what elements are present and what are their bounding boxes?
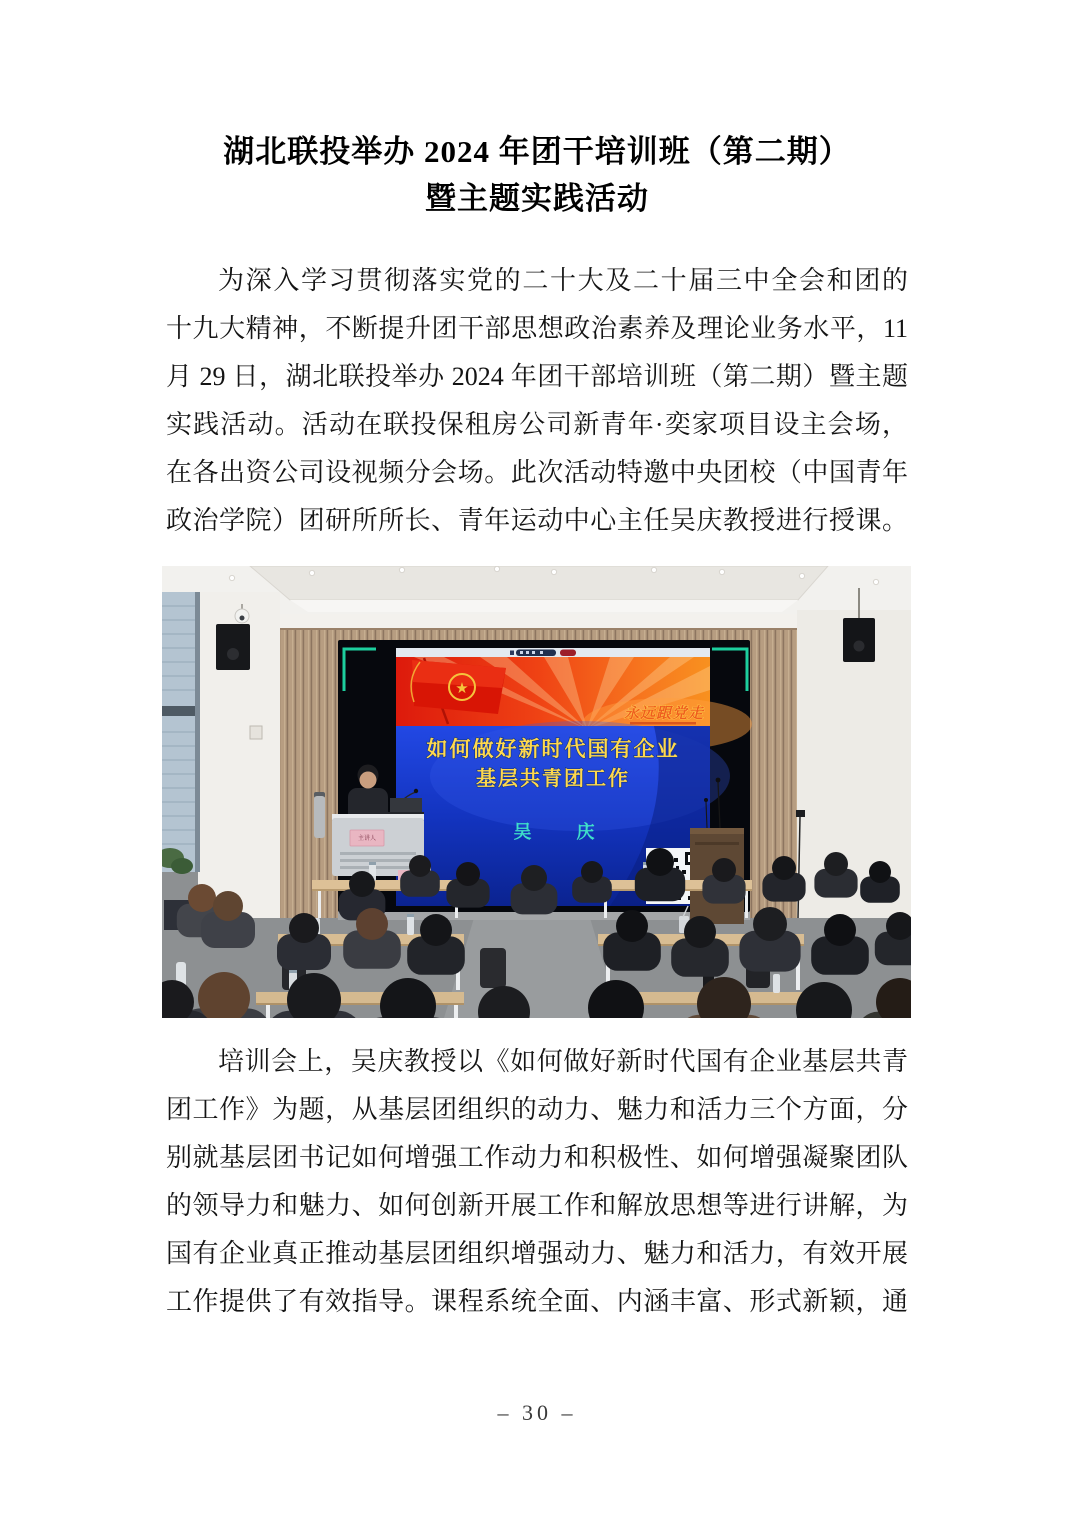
left-speaker [216,624,250,670]
thermos [314,796,325,838]
speaker-card-label: 主讲人 [357,836,377,842]
paragraph-line: 培训会上，吴庆教授以《如何做好新时代国有企业基层共青 [218,1047,908,1076]
window [162,592,200,874]
paragraph-line: 国有企业真正推动基层团组织增强动力、魅力和活力，有效开展 [166,1239,908,1268]
title-line-1: 湖北联投举办 2024 年团干培训班（第二期） [223,134,851,169]
stream-badge-red [560,650,576,657]
slide-title-line-2: 基层共青团工作 [476,768,630,790]
title-line-2: 暨主题实践活动 [425,181,649,216]
paragraph-line: 别就基层团书记如何增强工作动力和积极性、如何增强凝聚团队 [166,1143,908,1172]
event-photo-svg [162,566,911,1018]
star-icon: ★ [455,681,469,697]
slide-watermark: 永远跟党走 [623,705,705,722]
laptop-screen [390,798,422,814]
paragraph-line: 工作提供了有效指导。课程系统全面、内涵丰富、形式新颖，通 [166,1287,908,1316]
presenter-face [360,772,377,789]
paragraph-line: 为深入学习贯彻落实党的二十大及二十届三中全会和团的 [218,266,908,295]
page-number: – 30 – [497,1400,577,1425]
paragraph-line: 政治学院）团研所所长、青年运动中心主任吴庆教授进行授课。 [166,506,908,535]
body-paragraph-1 [166,257,908,545]
paragraph-line: 实践活动。活动在联投保租房公司新青年·奕家项目设主会场， [166,410,908,439]
paragraph-line: 在各出资公司设视频分会场。此次活动特邀中央团校（中国青年 [166,458,908,487]
slide-speaker-name: 吴 庆 [513,822,609,842]
event-photo [162,566,911,1018]
body-paragraph-2 [166,1038,908,1326]
stream-badge-icon [510,651,514,656]
paragraph-line: 的领导力和魅力、如何创新开展工作和解放思想等进行讲解，为 [166,1191,908,1220]
slide-title-line-1: 如何做好新时代国有企业 [426,738,680,761]
page-title [0,128,1074,222]
paragraph-line: 团工作》为题，从基层团组织的动力、魅力和活力三个方面，分 [166,1095,908,1124]
wood-soffit [280,614,797,628]
wall-switch [250,726,262,739]
paragraph-line: 十九大精神，不断提升团干部思想政治素养及理论业务水平，11 [166,314,908,343]
paragraph-line: 月 29 日，湖北联投举办 2024 年团干部培训班（第二期）暨主题 [166,362,908,391]
